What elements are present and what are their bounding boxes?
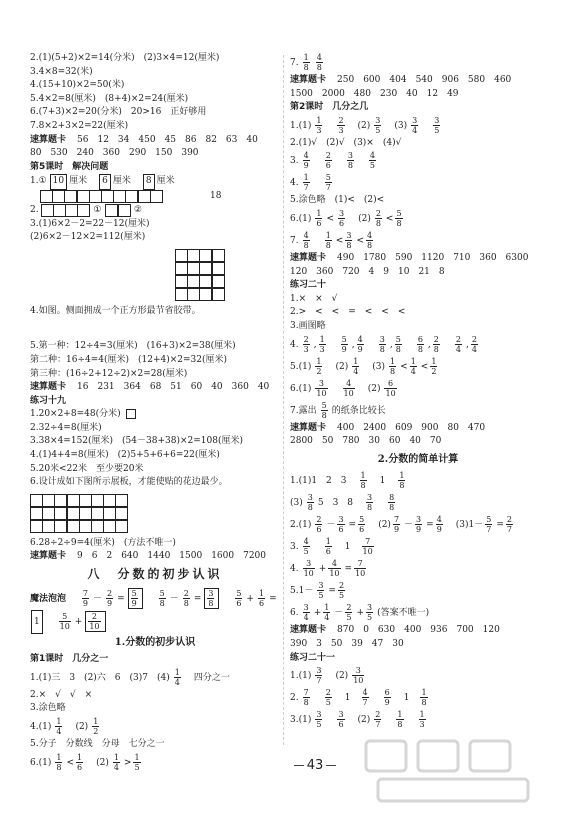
answer-text: 1.20×2+8=48(分米) xyxy=(30,409,121,420)
speed-card-label: 速算题卡 xyxy=(30,134,67,145)
unit-title: 八 分数的初步认识 xyxy=(87,567,223,582)
speed-card-label: 速算题卡 xyxy=(30,382,67,393)
answer-text: 5.1－ xyxy=(290,586,314,597)
op: = xyxy=(193,593,202,604)
answer-text: (2) xyxy=(348,715,371,726)
op: = xyxy=(269,593,277,604)
answer-text: (2) xyxy=(87,757,109,768)
answer-line: 5.1－ $\frac{3}{5}$ = $\frac{2}{5}$ xyxy=(290,581,345,601)
answer-line: 5.分子 分数线 分母 七分之一 xyxy=(30,739,165,749)
answer-line: 2.(1) $\frac{2}{6}$ － $\frac{3}{6}$ = $\frac{5}{6}$ (2) $\frac{7}{9}$ － $\frac{3}{9}$ = $\frac{4}{9}$ (3)1－ $\frac{5}{7}$ = $\frac{2}{7}$ xyxy=(290,515,512,535)
op: = xyxy=(117,593,125,604)
q-prefix: 2. xyxy=(30,204,39,215)
speed-card-numbers: 2800 50 780 30 60 40 70 xyxy=(290,436,442,447)
answer-line: 3.涂色略 xyxy=(30,703,66,714)
answer-line: 7.8×2+3×2=22(厘米) xyxy=(30,120,129,131)
display-board-diagram xyxy=(30,494,280,533)
answer-line: 2.(1)(5+2)×2=14(分米) (2)3×4=12(厘米) xyxy=(30,53,220,63)
answer-line: 3. $\frac{4}{5}$ $\frac{1}{6}$ 1 $\frac{7}{10}$ xyxy=(290,537,373,557)
speed-card-numbers: 80 530 240 360 290 150 390 xyxy=(30,148,199,159)
answer-box: 10 xyxy=(50,174,67,190)
answer-text: 2. xyxy=(290,693,299,704)
answer-line: 6.(1) $\frac{1}{6}$ < $\frac{3}{6}$ (2) $\frac{2}{8}$ < $\frac{5}{8}$ xyxy=(290,208,402,228)
answer-text: 4. xyxy=(290,564,299,575)
answer-text: (2) xyxy=(66,722,89,732)
answer-text: 4. xyxy=(290,339,299,350)
answer-text: (2) xyxy=(326,671,349,682)
page-number: 43 xyxy=(290,758,340,773)
shape-grid xyxy=(105,204,129,217)
answer-text: 7. xyxy=(290,235,299,246)
answer-text: 1.(1) xyxy=(290,120,312,131)
answer-box: 8 xyxy=(143,174,155,190)
answer-line: 3.(1)6×2－2=22－12(厘米) xyxy=(30,218,150,229)
strip-number: 18 xyxy=(210,190,222,201)
watermark-logo xyxy=(358,735,558,805)
magic-label: 魔法泡泡 xyxy=(30,593,67,604)
answer-line: 1.× × √ xyxy=(290,293,338,304)
answer-box: $\frac{3}{8}$ xyxy=(204,588,219,609)
speed-card-numbers: 390 3 50 39 47 30 xyxy=(290,638,404,649)
answer-line: 4.(1)4+4=8(厘米) (2)5+5+6+6=22(厘米) xyxy=(30,450,220,461)
lesson-title: 第2课时 几分之几 xyxy=(290,102,369,113)
answer-text: 6.(1) xyxy=(30,757,52,768)
shape-grid xyxy=(41,204,90,217)
speed-card-numbers: 250 600 404 540 906 580 460 xyxy=(337,75,512,85)
op: － xyxy=(92,593,102,604)
speed-card-numbers: 56 12 34 450 45 86 82 63 40 xyxy=(77,134,258,145)
answer-text: (答案不唯一) xyxy=(377,608,430,619)
speed-card xyxy=(30,381,280,395)
answer-text: (2) xyxy=(335,361,349,372)
answer-text: 1.(1)三 3 (2)六 6 (3)7 (4) xyxy=(30,672,170,683)
answer-text: 4.(1) xyxy=(30,722,52,732)
speed-card-numbers: 1500 2000 480 230 40 12 49 xyxy=(290,88,459,99)
unit-text: 厘米 xyxy=(112,176,140,187)
answer-line: 2.× √ √ × xyxy=(30,689,93,700)
answer-line: 4.(1) $\frac{1}{4}$ (2) $\frac{1}{2}$ xyxy=(30,717,99,736)
q-marker: ② xyxy=(133,204,142,215)
exercise-title: 练习十九 xyxy=(30,395,67,406)
answer-line: 5.涂色略 (1)< (2)< xyxy=(290,195,385,206)
op: － xyxy=(169,593,179,604)
speed-card xyxy=(30,550,280,564)
right-column xyxy=(290,52,546,731)
answer-text: 3.(1) xyxy=(290,715,312,726)
speed-card-numbers: 120 360 720 4 9 10 21 8 xyxy=(290,266,445,277)
answer-line: 5.第一种：12÷4=3(厘米) (16+3)×2=38(厘米) xyxy=(30,341,236,352)
answer-line: 4.(15+10)×2=50(米) xyxy=(30,80,125,91)
answer-text: 1.(1) xyxy=(290,671,312,682)
answer-line: 5.20米<22米 至少要20米 xyxy=(30,463,144,474)
answer-line: 6.设计成如下图所示展板，才能使贴的花边最少。 xyxy=(30,477,228,488)
q-marker: ① xyxy=(93,204,102,215)
answer-line: 6.(1) $\frac{3}{10}$ $\frac{4}{10}$ (2) $\frac{6}{10}$ xyxy=(290,378,396,398)
answer-line: 2.32÷4=8(厘米) xyxy=(30,422,102,433)
speed-card-numbers: 9 6 2 640 1440 1500 1600 7200 xyxy=(77,551,267,562)
answer-text: 的纸条比较长 xyxy=(331,405,386,416)
answer-line: (2)6×2－12×2=112(厘米) xyxy=(30,232,146,243)
answer-line: 4. $\frac{2}{3}$ , $\frac{1}{3}$ $\frac{5}{9}$ , $\frac{4}{9}$ $\frac{3}{8}$ , $\frac{5}{8}$ $\frac{6}{8}$ , $\frac{2}{8}$ $\frac{2}{4}$ , $\frac{2}{4}$ xyxy=(290,334,477,354)
speed-card xyxy=(290,252,546,266)
speed-card-numbers: 870 0 630 400 936 700 120 xyxy=(337,625,500,636)
op: + xyxy=(74,616,83,627)
op: + xyxy=(246,593,254,604)
check-box-icon xyxy=(126,409,136,419)
answer-line: 第二种：16÷4=4(厘米) (12+4)×2=32(厘米) xyxy=(30,354,228,365)
answer-line: 7. $\frac{4}{8}$ $\frac{1}{8}$ < $\frac{3}{8}$ < $\frac{4}{8}$ xyxy=(290,230,373,250)
answer-text: (3) xyxy=(363,361,386,372)
answer-line: 4. $\frac{3}{10}$ + $\frac{4}{10}$ = $\frac{7}{10}$ xyxy=(290,559,366,579)
answer-text: (2) xyxy=(358,383,381,394)
speed-card-label: 速算题卡 xyxy=(290,75,327,85)
unit-text: 厘米 xyxy=(156,176,175,187)
speed-card xyxy=(290,422,546,436)
answer-line: 1.(1) $\frac{1}{3}$ $\frac{2}{3}$ (2) $\frac{3}{5}$ (3) $\frac{3}{4}$ $\frac{3}{5}$ xyxy=(290,115,440,135)
answer-text: 四分之一 xyxy=(184,672,230,683)
strip-diagram xyxy=(30,190,280,204)
column-divider xyxy=(283,55,284,745)
answer-text: < xyxy=(326,213,334,224)
answer-line: 7. $\frac{1}{8}$ $\frac{4}{8}$ xyxy=(290,53,322,72)
answer-line: 4.如图。侧面拥成一个正方形最节省胶带。 xyxy=(30,305,201,316)
answer-line: 3.4×8=32(米) xyxy=(30,66,93,77)
lesson-title: 第1课时 几分之一 xyxy=(30,654,109,665)
answer-line: 3.38×4=152(厘米) (54－38+38)×2=108(厘米) xyxy=(30,436,243,447)
magic-bubble-row: 1 $\frac{5}{10}$ + $\frac{2}{10}$ xyxy=(30,610,280,632)
q-prefix: 1.① xyxy=(30,176,47,187)
exercise-title: 练习二十 xyxy=(290,280,327,291)
answer-line: 第三种：(16÷2+12÷2)×2=28(厘米) xyxy=(30,368,188,379)
answer-text: 5.(1) xyxy=(290,361,312,372)
answer-line xyxy=(30,408,280,422)
answer-line: 5.(1) $\frac{1}{2}$ (2) $\frac{1}{4}$ (3) $\frac{1}{8}$ < $\frac{1}{4}$ < $\frac{1}{2}$ xyxy=(290,356,437,376)
answer-box: $\frac{2}{10}$ xyxy=(85,611,105,632)
answer-text: (2) xyxy=(349,213,371,224)
magic-bubble-row: 魔法泡泡 $\frac{7}{9}$ － $\frac{2}{9}$ = $\frac{5}{9}$ $\frac{5}{8}$ － $\frac{2}{8}$ = $\frac{3}{8}$ $\frac{5}{6}$ + $\frac{1}{6}$ = xyxy=(30,588,277,608)
speed-card-label: 速算题卡 xyxy=(30,551,67,562)
answer-box: 1 xyxy=(31,610,43,634)
speed-card-numbers: 16 231 364 68 51 60 40 360 40 xyxy=(77,382,270,393)
exercise-title: 练习二十一 xyxy=(290,652,336,663)
answer-line: 3. $\frac{4}{9}$ $\frac{2}{6}$ $\frac{3}{8}$ $\frac{4}{5}$ xyxy=(290,151,376,171)
square-grid-diagram xyxy=(175,249,280,301)
answer-text: (3) xyxy=(385,120,408,131)
speed-card-label: 速算题卡 xyxy=(290,252,327,263)
speed-card-numbers: 400 2400 609 900 80 470 xyxy=(337,422,486,433)
answer-line: 6.(7+3)×2=20(分米) 20>16 正好够用 xyxy=(30,107,207,118)
answer-line: 5.4×2=8(厘米) (8+4)×2=24(厘米) xyxy=(30,93,189,104)
answer-text: 5 3 8 xyxy=(317,498,354,509)
answer-line: 6. $\frac{3}{4}$ + $\frac{1}{4}$ － $\frac{2}{5}$ + $\frac{3}{5}$ (答案不唯一) xyxy=(290,603,430,623)
answer-line: (3) $\frac{3}{8}$ 5 3 8 $\frac{3}{8}$ $\frac{8}{8}$ xyxy=(290,493,395,513)
answer-line: 3.画图略 xyxy=(290,320,326,331)
answer-line: 6.(1) $\frac{1}{8}$ < $\frac{1}{6}$ (2) $\frac{1}{4}$ > $\frac{1}{5}$ xyxy=(30,752,140,772)
answer-line: 2. $\frac{7}{8}$ $\frac{2}{5}$ 1 $\frac{4}{7}$ $\frac{6}{9}$ 1 $\frac{1}{8}$ xyxy=(290,688,427,708)
answer-line: 1.(1)三 3 (2)六 6 (3)7 (4) $\frac{1}{4}$ 四分之一 xyxy=(30,667,230,687)
answer-line: 1.(1)1 2 3 $\frac{1}{8}$ 1 $\frac{1}{8}$ xyxy=(290,471,405,491)
answer-text: 3. xyxy=(290,156,299,167)
answer-line xyxy=(30,174,280,190)
answer-text: 6.(1) xyxy=(290,383,312,394)
speed-card xyxy=(290,624,546,638)
answer-line: 3.(1) $\frac{3}{5}$ $\frac{3}{6}$ (2) $\frac{2}{7}$ $\frac{1}{8}$ $\frac{1}{3}$ xyxy=(290,710,425,730)
answer-line: 6.28÷2÷9=4(厘米) (方法不唯一) xyxy=(30,537,176,548)
answer-line: 4. $\frac{1}{7}$ $\frac{5}{7}$ xyxy=(290,173,331,193)
answer-text: (3) xyxy=(290,498,303,509)
speed-card-numbers: 490 1780 590 1120 710 360 6300 xyxy=(337,252,529,263)
answer-box: 6 xyxy=(99,174,111,190)
answer-line: 2.> < < = < < < xyxy=(290,307,406,318)
answer-text: 7. xyxy=(290,58,299,68)
answer-text: 4. xyxy=(290,178,299,189)
left-column xyxy=(30,52,280,774)
speed-card xyxy=(30,134,280,148)
section-title: 1.分数的初步认识 xyxy=(114,636,196,648)
answer-text: 6. xyxy=(290,608,299,619)
answer-text: 3. xyxy=(290,542,299,553)
section-title: 2.分数的简单计算 xyxy=(377,453,459,465)
answer-box: $\frac{5}{9}$ xyxy=(128,588,143,609)
answer-text: 7.露出 xyxy=(290,405,317,416)
speed-card xyxy=(290,74,546,88)
answer-text: 1.(1)1 2 3 xyxy=(290,476,347,487)
speed-card-label: 速算题卡 xyxy=(290,422,327,433)
answer-line: 1.(1) $\frac{3}{7}$ (2) $\frac{3}{10}$ xyxy=(290,666,364,686)
lesson-title: 第5课时 解决问题 xyxy=(30,161,109,172)
answer-text: 6.(1) xyxy=(290,213,312,224)
answer-line: 2.(1)√ (2)√ (3)× (4)√ xyxy=(290,137,402,148)
answer-text: (2) xyxy=(348,120,371,131)
answer-text: 2.(1) xyxy=(290,520,312,531)
unit-text: 厘米 xyxy=(69,176,97,187)
answer-line: 7.露出 $\frac{5}{8}$ 的纸条比较长 xyxy=(290,400,386,420)
speed-card-label: 速算题卡 xyxy=(290,625,327,636)
answer-line xyxy=(30,204,280,218)
answer-text: 1 xyxy=(370,476,386,487)
